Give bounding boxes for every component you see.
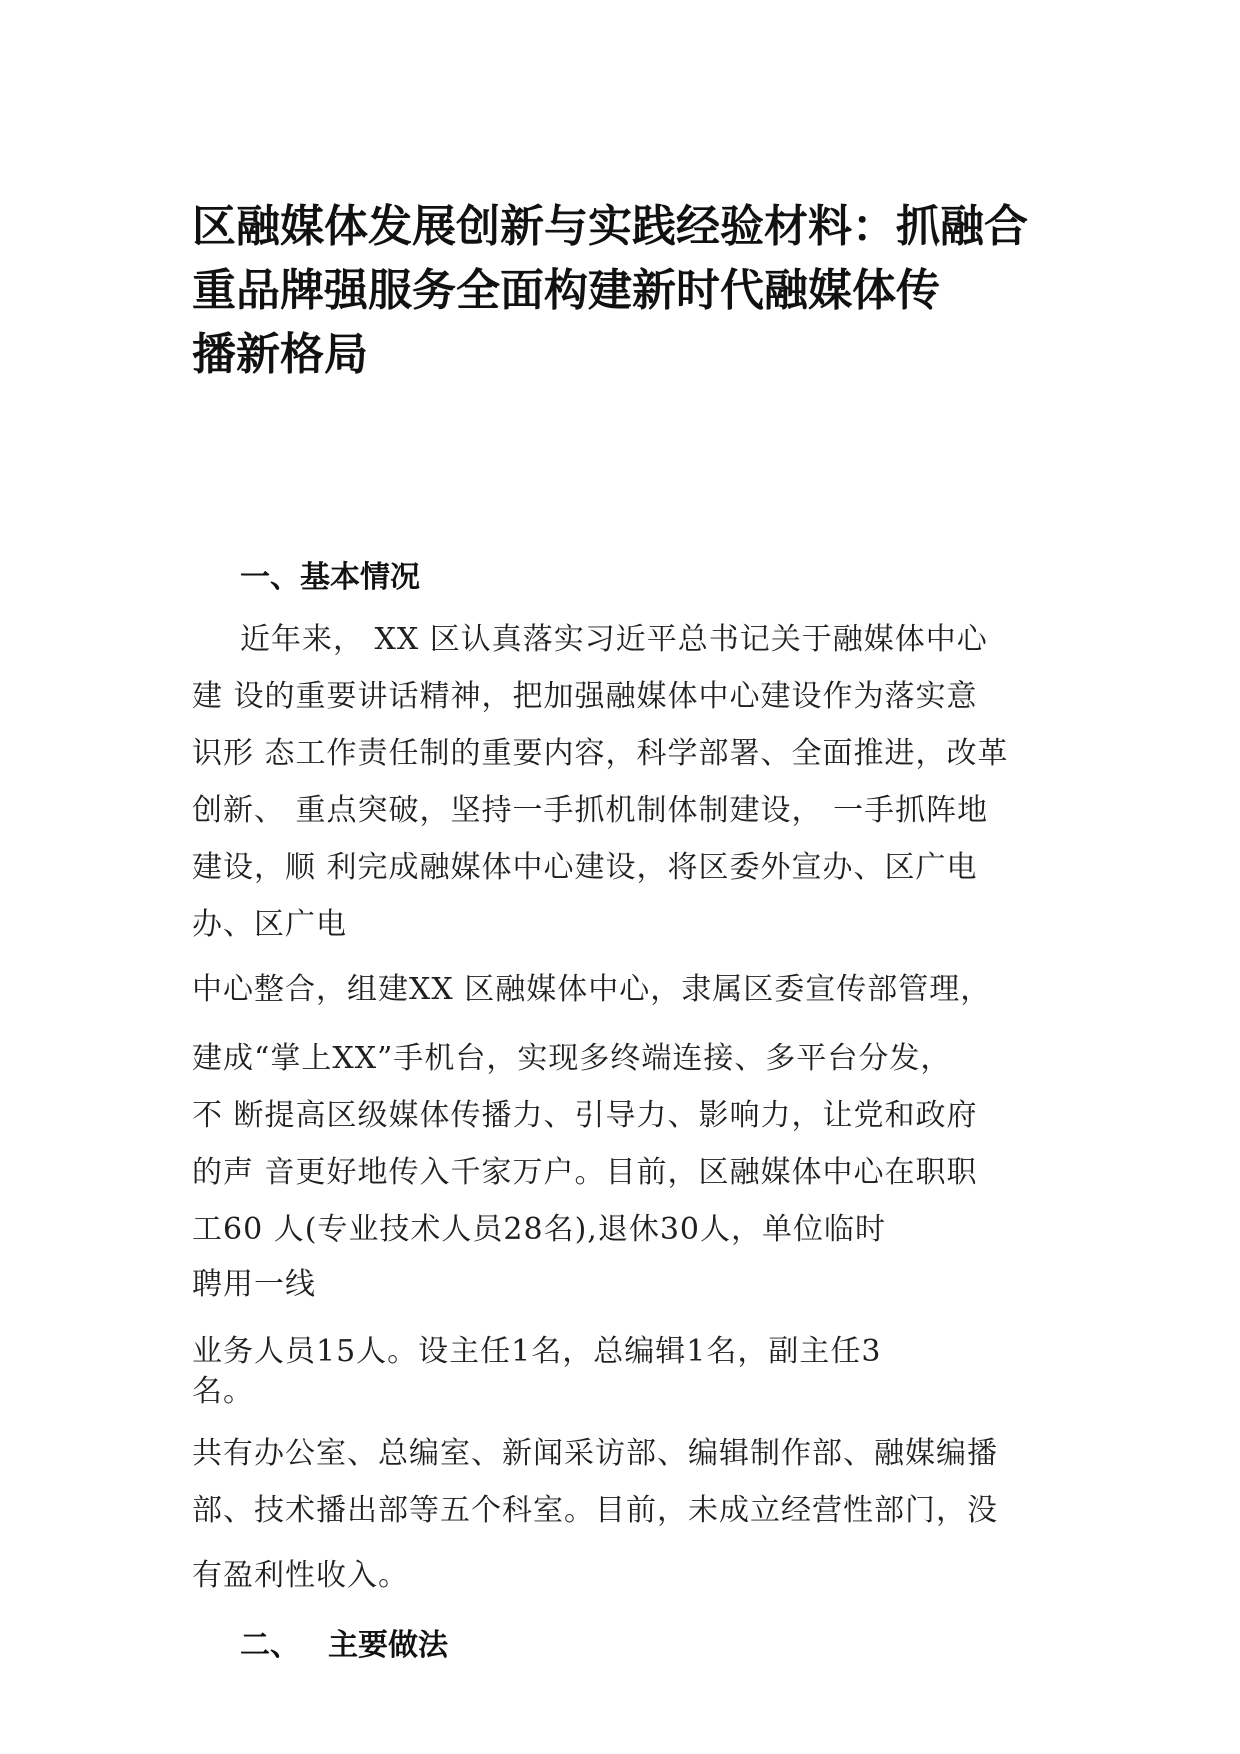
body-line: 名。 — [192, 1374, 254, 1409]
title-line-3: 播新格局 — [192, 329, 368, 380]
body-line: 业务人员15人。设主任1名，总编辑1名，副主任3 — [192, 1334, 882, 1369]
body-line: 建设，顺 利完成融媒体中心建设，将区委外宣办、区广电 — [192, 850, 978, 885]
body-line: 中心整合，组建XX 区融媒体中心，隶属区委宣传部管理， — [192, 972, 992, 1007]
body-line: 部、技术播出部等五个科室。目前，未成立经营性部门，没 — [192, 1493, 998, 1528]
title-line-1: 区融媒体发展创新与实践经验材料：抓融合 — [192, 201, 1028, 252]
title-line-2: 重品牌强服务全面构建新时代融媒体传 — [192, 265, 940, 316]
body-line: 共有办公室、总编室、新闻采访部、编辑制作部、融媒编播 — [192, 1436, 998, 1471]
document-title — [192, 195, 1072, 387]
body-line: 有盈利性收入。 — [192, 1558, 409, 1593]
section-heading-basic-situation: 一、基本情况 — [240, 560, 420, 595]
body-line: 聘用一线 — [192, 1267, 316, 1302]
body-line: 建 设的重要讲话精神，把加强融媒体中心建设作为落实意 — [192, 679, 978, 714]
body-line: 办、区广电 — [192, 907, 347, 942]
body-line: 建成“掌上XX”手机台，实现多终端连接、多平台分发， — [192, 1041, 952, 1076]
section-heading-text: 主要做法 — [328, 1628, 448, 1663]
body-line: 工60 人(专业技术人员28名),退休30人，单位临时 — [192, 1212, 887, 1247]
body-line: 近年来， XX 区认真落实习近平总书记关于融媒体中心 — [240, 622, 988, 657]
body-line: 的声 音更好地传入千家万户。目前，区融媒体中心在职职 — [192, 1155, 978, 1190]
section-heading-main-practices — [240, 1620, 448, 1664]
body-line: 创新、 重点突破，坚持一手抓机制体制建设， 一手抓阵地 — [192, 793, 989, 828]
section-heading-number: 二、 — [240, 1628, 300, 1663]
body-line: 不 断提高区级媒体传播力、引导力、影响力，让党和政府 — [192, 1098, 978, 1133]
body-line: 识形 态工作责任制的重要内容，科学部署、全面推进，改革 — [192, 736, 1009, 771]
